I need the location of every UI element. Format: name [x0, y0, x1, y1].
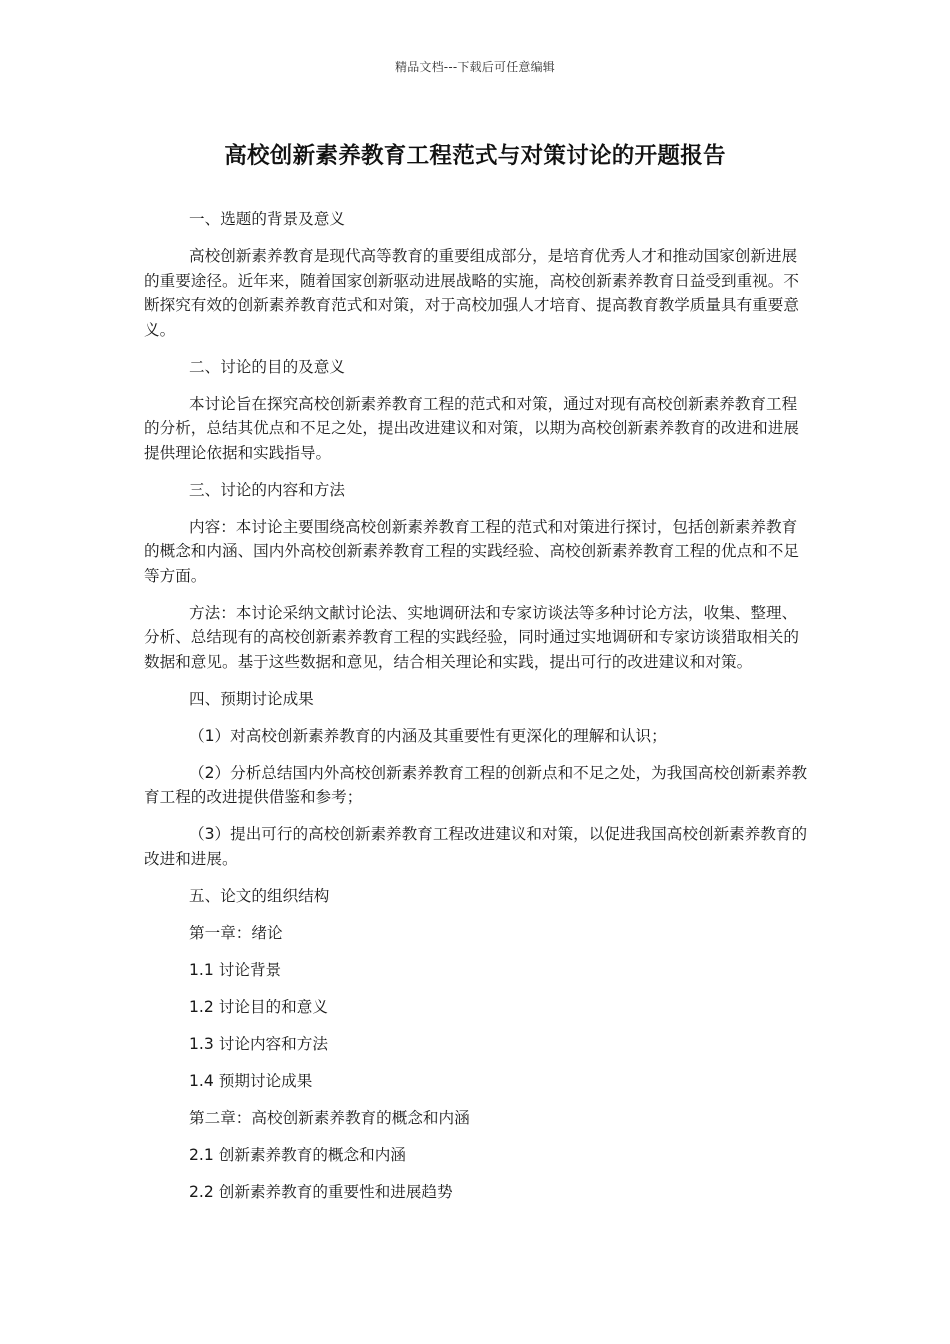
section-method-paragraph: 方法：本讨论采纳文献讨论法、实地调研法和专家访谈法等多种讨论方法，收集、整理、分析、总结现有的高校创新素养教育工程的实践经验，同时通过实地调研和专家访谈猎取相关的数据和意见。基于这些数据和意见，结合相关理论和实践，提出可行的改进建议和对策。 — [144, 603, 799, 671]
expected-result-1: （1）对高校创新素养教育的内涵及其重要性有更深化的理解和认识； — [189, 726, 667, 745]
section-heading-1: 一、选题的背景及意义 — [189, 210, 345, 228]
section-heading-2: 二、讨论的目的及意义 — [189, 357, 345, 376]
section-paragraph-1: 高校创新素养教育是现代高等教育的重要组成部分，是培育优秀人才和推动国家创新进展的重要途径。近年来，随着国家创新驱动进展战略的实施，高校创新素养教育日益受到重视。不断探究有效的创新素养教育范式和对策，对于高校加强人才培育、提高教育教学质量具有重要意义。 — [144, 247, 799, 339]
section-heading-3: 三、讨论的内容和方法 — [189, 480, 345, 499]
section-heading-4: 四、预期讨论成果 — [189, 689, 314, 708]
expected-result-2: （2）分析总结国内外高校创新素养教育工程的创新点和不足之处，为我国高校创新素养教育工程的改进提供借鉴和参考； — [144, 763, 808, 806]
chapter-1-item-1: 1.1 讨论背景 — [189, 960, 282, 979]
page-header: 精品文档---下载后可任意编辑 — [395, 60, 555, 74]
chapter-1-item-3: 1.3 讨论内容和方法 — [189, 1034, 328, 1053]
chapter-1-item-2: 1.2 讨论目的和意义 — [189, 997, 328, 1016]
chapter-1-item-4: 1.4 预期讨论成果 — [189, 1071, 313, 1090]
section-content-paragraph: 内容：本讨论主要围绕高校创新素养教育工程的范式和对策进行探讨，包括创新素养教育的概念和内涵、国内外高校创新素养教育工程的实践经验、高校创新素养教育工程的优点和不足等方面。 — [144, 517, 799, 585]
document-title: 高校创新素养教育工程范式与对策讨论的开题报告 — [224, 143, 726, 169]
chapter-2-item-2: 2.2 创新素养教育的重要性和进展趋势 — [189, 1182, 453, 1201]
chapter-1-heading: 第一章：绪论 — [189, 923, 283, 942]
section-heading-5: 五、论文的组织结构 — [189, 886, 330, 905]
expected-result-3: （3）提出可行的高校创新素养教育工程改进建议和对策，以促进我国高校创新素养教育的改进和进展。 — [144, 825, 808, 868]
document-body — [144, 207, 810, 1217]
section-paragraph-2: 本讨论旨在探究高校创新素养教育工程的范式和对策，通过对现有高校创新素养教育工程的分析，总结其优点和不足之处，提出改进建议和对策，以期为高校创新素养教育的改进和进展提供理论依据和实践指导。 — [144, 394, 799, 462]
chapter-2-item-1: 2.1 创新素养教育的概念和内涵 — [189, 1145, 406, 1164]
chapter-2-heading: 第二章：高校创新素养教育的概念和内涵 — [189, 1108, 470, 1127]
